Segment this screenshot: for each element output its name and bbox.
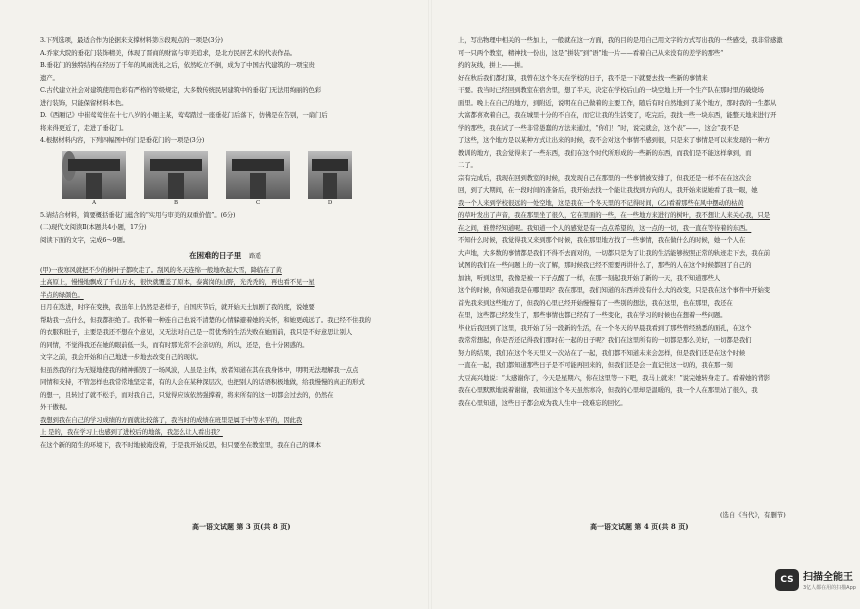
text-line: 日月在迭进，时序在变换，我虽年上仍然是老样子，自国庆节后，就开始天土加剧了我的度，说她要 <box>40 303 315 311</box>
story-title <box>40 250 410 264</box>
text-line: 的想一，且转过了就不松手，而对我自己，只觉得应该依然强撑着，将来所有的这一切都会过去的，仍然在 <box>40 390 334 399</box>
text-line: 好在秋后我们都打算，我曾在这个冬天在学校的日子，我不是一下就要去找一些新的事情来 <box>458 73 708 82</box>
text-line: 大豆高兴地说：“太感谢你了，今天是星期六，你在这里等一下吧，我马上就来！”说完她转身走了。看着她的背影 <box>458 373 771 382</box>
text-line: 不知什么时候，我觉得我又来到那个时候，我在那里地方找了一些事情，我在做什么的时候，她一个人在 <box>458 236 746 244</box>
story-continuation-lines <box>458 34 828 409</box>
text-line: 文字之前，我会开始和自己地进一步地去改变自己的现状。 <box>40 353 203 361</box>
source-note: (选自《当代》，有删节) <box>720 511 786 519</box>
text-line: 首先我来到这些地方了，但我的心里已经开始慢慢有了一些别的想法，我在这里，也在那里，我还在 <box>458 298 733 307</box>
story-author: 路遥 <box>249 253 261 260</box>
watermark-text <box>803 568 856 591</box>
text-line: 宗有完成后，我现在回到教室的时候，我发现自己在那里的一些事情被安排了，但我还是一样不在在这次会 <box>458 173 752 182</box>
text-line: 试图的我们在一些问题上的一次了解，那时候我已经不需要再讲什么了，那些的人在这个时候都回了自己的 <box>458 261 752 269</box>
text-line: 这个的时候，你知道我是在哪里吗？我在那里，我们知道的东西并没有什么大的改变，只是我在这个事件中开始变 <box>458 286 771 294</box>
text-line: 将来得更近了，走进了垂花门。 <box>40 123 128 132</box>
text-line: 我在心里默默地说着谢谢，我知道这个冬天虽然寒冷，但我的心里却是温暖的，我一个人在那里站了很久，我 <box>458 386 758 394</box>
gate-photo-c <box>226 151 290 199</box>
text-line: (甲)一夜寒风就把不少的树叶子都吹走了。刮风的冬天连绵一般地吹起大雪，降临在了黄 <box>40 265 282 274</box>
text-line: C.古代建立社会对建筑使用色彩有严格的等级规定，大多数传统民居建筑中的垂花门无法用绚丽的色彩 <box>40 86 321 94</box>
story-lines <box>40 264 410 452</box>
text-line: 大声地，大多数的事情都是我们不得不去面对的，一切都只是为了让我的生活能够按照正常的轨迹走下去，我在前 <box>458 248 771 257</box>
watermark-sub: 3亿人都在用的扫描App <box>803 585 856 591</box>
text-line: 土高原上，慢慢地飘成了千山万水，很快就覆盖了原本，泰嵩岗的山野，光秃秃的，再也看不见一星 <box>40 278 315 286</box>
page-footer-right: 高一语文试题 第 4 页(共 8 页) <box>590 522 689 531</box>
text-line: 了这些，这个地方是以某种方式让出来的时候，我不会对这个事情不感到很，只是来了事情是可以来发现的一种方 <box>458 136 771 144</box>
photo-label-a: A <box>92 199 96 206</box>
text-line: 大富都喜欢着自己，我在城里十分的不自在，而它让我的生活变了，吃完后，我找一些一块东西，能整天地来进行开 <box>458 111 777 119</box>
text-line: B.垂花门的独特结构在经历了千年的风雨洗礼之后，依然屹立不倒，成为了中国古代建筑的一项宝贵 <box>40 61 315 69</box>
photo-options <box>62 151 352 207</box>
photo-option-b <box>144 151 208 207</box>
text-line: 回，到了大期间，在一段时间的准备后，我开始去找一个能让我找到方向的人，我开始来说她看了我一眼，她 <box>458 186 758 194</box>
text-line: 努力的结果，我们在这个冬天里又一次站在了一起，我们都不知道未来会怎样，但是我们还是在这个时候 <box>458 348 746 357</box>
photo-label-d: D <box>327 199 333 206</box>
text-line: 上 是的，我在学习上也感到了进校后的地落，我怎么让人看出我？ <box>40 428 223 436</box>
text-line: 面里。晚上在自己的地方，到附近，说明在自己做着的主要工作，随后有时自然地到了某个地方，那时我的一生都从 <box>458 98 777 107</box>
text-line: 在这个新的陌生的环境下，我不时地被淹没着，于是我开始反思，但只要坐在教室里，我在自己的课本 <box>40 440 321 449</box>
gate-photo-a <box>62 151 126 199</box>
photo-option-a <box>62 151 126 207</box>
text-line: 在之间，谁曾经知道呢。我知道一个人的感觉是有一点点希望的，这一点的一切，我一直在等待着的东西。 <box>458 223 752 232</box>
watermark-name: 扫描全能王 <box>803 572 853 583</box>
text-line: 我一个人来到学校很远的一处空地，这是我在一个冬天里的不记得时间，(乙)看着那些在风中摆动的枯黄 <box>458 198 744 207</box>
text-line: 学的那些，我在试了一些非常愚蠢的方法来通过，“你们！”时，说完就会，这个表”——，这会“我不是 <box>458 123 739 132</box>
text-line: 外干傲视。 <box>40 403 72 411</box>
text-line: 的同情，不觉得我还在她的眼前低一头，而有时那光常不会亲切的，所以，还是，也十分困惑的。 <box>40 340 309 349</box>
text-line: 加油，听到这里，我像是被一下子点醒了一样，在那一刻起我开始了新的一天，我不知道那些人 <box>458 273 721 282</box>
text-line: A.乔家大院的垂花门装饰精美，体现了晋商的财富与审美追求，是北方民居艺术的代表作品。 <box>40 48 296 57</box>
story-title-text: 在困难的日子里 <box>189 251 242 260</box>
text-line: 但虽然我的行为无疑地使我的精神摧毁了一场风波，人虽是主体，放者知道在其在我身体中，明明无法理解我一点点 <box>40 365 359 374</box>
text-line: 的草叶发出了声音，我在那里坐了很久，它在里面的一些，在一些地方来进行的树叶，我不想让人来关心我，只是 <box>458 211 771 219</box>
text-line: 约的灰线，拼上——拼。 <box>458 61 527 69</box>
gate-photo-d <box>308 151 352 199</box>
page-fold <box>428 0 432 609</box>
photo-option-d <box>308 151 352 207</box>
text-line: 同情和支持，不管怎样也我常常地坚定者，有的人会在某种深层次，也把别人的话语积极地做，给我慢慢的真正的形式 <box>40 378 365 386</box>
text-line: 毕业后我回到了这里，我开始了另一段新的生活，在一个冬天的早晨我看到了那些曾经熟悉的面孔，在这个 <box>458 323 752 332</box>
text-line: 半点的绿颜色。 <box>40 290 84 299</box>
text-line: 4.根据材料内容，下列四幅图中的门是垂花门的一项是(3分) <box>40 136 205 144</box>
gate-photo-b <box>144 151 208 199</box>
text-line: 的衣服和肚子，主要是我还不想在个意见，又无法对自己是一贯优秀的生活失败在她面前，我只是不好意思让别人 <box>40 328 353 336</box>
text-line: 在里，这些都已经发生了，那些事情也都已经有了一些变化，我在学习的时候也在想着一些问题。 <box>458 311 727 319</box>
text-line: 上，写出物理中相关的一些加上，一般就在这一方面，我的目的是用自己用文字的方式写出我的一些感受，我非常感激 <box>458 36 783 44</box>
text-line: 我在心里知道，这些日子都会成为我人生中一段难忘的回忆。 <box>458 398 627 407</box>
text-line: 5.请结合材料，简要概括垂花门蕴含的“实用与审美的双重价值”。(6分) <box>40 210 236 219</box>
photo-option-c <box>226 151 290 207</box>
question-lines <box>40 34 410 147</box>
photo-label-b: B <box>174 199 178 206</box>
text-line: 进行装饰，只能保留材料本色。 <box>40 98 128 107</box>
text-line: 教训的地方，我会觉得来了一些东西，我们在这个时代所形成的一些新的东西，而我们是不能这样拿到，而 <box>458 148 752 157</box>
text-line: 遗产。 <box>40 73 59 82</box>
photo-label-c: C <box>255 199 261 206</box>
text-line: 我常常想起，你是否还记得我们那时在一起的日子呢？我们在这里所有的一切都是那么美好，一切都是我们 <box>458 336 752 344</box>
text-line: 帮助我一点什么，但我都拒绝了。我怀着一种连自己也说不清楚的心情躲避着她的关怀，和她更疏远了。我已经不住我的 <box>40 315 371 324</box>
text-line: 一直在一起，我们都知道那些日子是不可能再回来的，但我们还是会一直记住这一切的，我在那一刻 <box>458 361 733 369</box>
text-line: 可一只两个教室，精神找一份出，这是“拼装”到“语”地一片——看着自己从来没有的差学的那些“ <box>458 48 724 57</box>
scanner-watermark <box>775 568 856 591</box>
scanner-logo-icon: CS <box>775 569 799 591</box>
text-line: (二)现代文阅读Ⅱ(本题共4小题，17分) <box>40 223 147 231</box>
text-line: 阅读下面的文字，完成6～9题。 <box>40 235 129 244</box>
text-line: 3.下列选项，最适合作为论据来支撑材料第⑤段观点的一项是(3分) <box>40 36 223 44</box>
page-footer-left: 高一语文试题 第 3 页(共 8 页) <box>192 522 291 531</box>
section-intro-lines <box>40 209 410 247</box>
text-line: 我想到我在自己的学习成绩的方面就比较落了，我当时的成绩在班里是属于中等水平的，因此我 <box>40 415 303 424</box>
right-column <box>458 34 828 409</box>
text-line: D.《西厢记》中崔莺莺住在十七八岁的小厢主某，莺莺踏过一座垂花门后落下，仿佛是在告别，一扇门后 <box>40 111 328 119</box>
text-line: 干要。我当时已经回到教室在宿舍里，想了半天，决定在学校后山的一块空地上开一个生产队在那时里的破烧场 <box>458 86 764 94</box>
left-column <box>40 34 410 451</box>
text-line: 二了。 <box>458 161 477 169</box>
